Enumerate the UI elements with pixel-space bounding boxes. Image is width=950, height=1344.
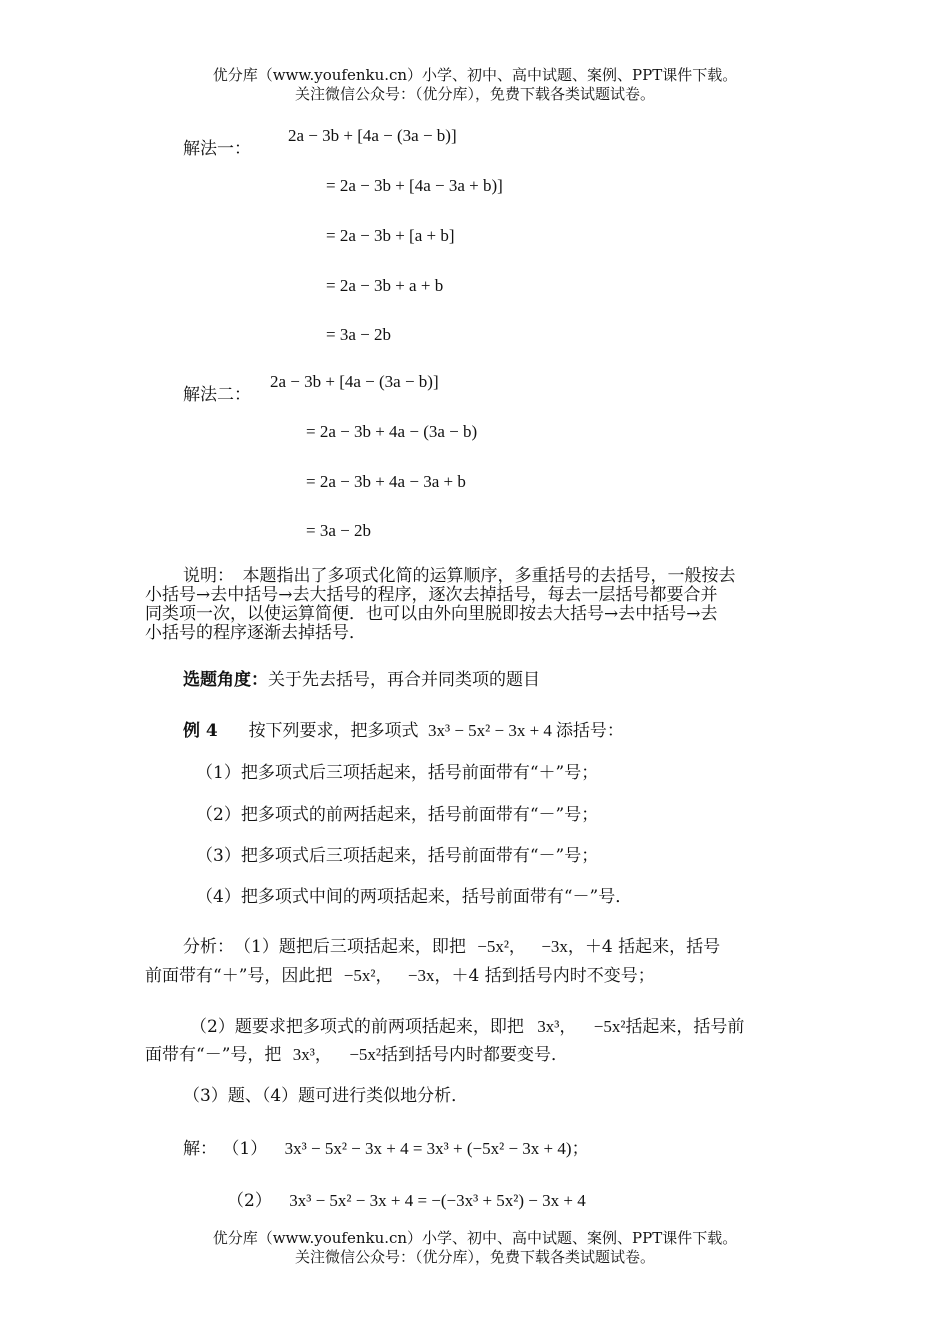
method1-step-4: = 2a − 3b + a + b [326,276,444,295]
analysis-p2-term-1: 3x³ [537,1017,560,1036]
example-tail: 添括号： [555,721,624,741]
footer-line-2: 关注微信公众号：（优分库），免费下载各类试题试卷。 [294,1248,655,1266]
method1-step-5: = 3a − 2b [326,325,391,344]
method1-step-1: 2a − 3b + [4a − (3a − b)] [288,126,457,145]
example-polynomial: 3x³ − 5x² − 3x + 4 [427,721,552,740]
solution-label: 解： [183,1139,217,1159]
example-item-4: （4）把多项式中间的两项括起来，括号前面带有“－”号． [196,887,633,907]
note-line-3: 同类项一次，以使运算简便．也可以由外向里脱即按去大括号→去中括号→去 [145,604,718,624]
solution-line-2 [227,1186,586,1211]
solution-item-1-expression: 3x³ − 5x² − 3x + 4 = 3x³ + (−5x² − 3x + 4) [284,1139,572,1158]
analysis-p1-text-d: ，＋4 括到括号内时不变号； [434,966,655,986]
method1-step-3: = 2a − 3b + [a + b] [326,226,455,245]
analysis-p2-term-4: −5x² [349,1045,381,1064]
solution-line-1 [183,1134,589,1159]
solution-item-1-number: （1） [222,1139,268,1159]
method2-step-1: 2a − 3b + [4a − (3a − b)] [270,372,439,391]
analysis-p1-term-3: −5x² [343,966,376,985]
example-item-1: （1）把多项式后三项括起来，括号前面带有“＋”号； [196,763,599,783]
analysis-p2-line-1 [190,1012,744,1037]
example-intro: 按下列要求，把多项式 [248,721,419,741]
header-line-1: 优分库（www.youfenku.cn）小学、初中、高中试题、案例、PPT课件下载。 [212,66,738,84]
analysis-p2-text-b: 括起来，括号前 [625,1017,745,1037]
analysis-p1-term-4: −3x [407,966,435,985]
note-line-4: 小括号的程序逐渐去掉括号． [145,623,366,643]
analysis-p1-sep-1: ， [508,937,526,957]
footer-line-1: 优分库（www.youfenku.cn）小学、初中、高中试题、案例、PPT课件下载。 [212,1229,738,1247]
analysis-p1-text-a: 分析： （1）题把后三项括起来，即把 [183,937,466,957]
note-line-2: 小括号→去中括号→去大括号的程序，逐次去掉括号，每去一层括号都要合并 [145,585,718,605]
method1-label: 解法一： [183,139,251,159]
example-item-2: （2）把多项式的前两括起来，括号前面带有“－”号； [196,805,599,825]
analysis-p2-sep-2: ， [314,1045,332,1065]
page-header [0,66,950,104]
example-heading [183,716,624,741]
header-line-2: 关注微信公众号：（优分库），免费下载各类试题试卷。 [294,85,655,103]
method2-label: 解法二： [183,385,251,405]
method2-step-3: = 2a − 3b + 4a − 3a + b [306,472,466,491]
analysis-p1-text-b: ，＋4 括起来，括号 [567,937,721,957]
analysis-p2-term-3: 3x³ [292,1045,315,1064]
method2-step-2: = 2a − 3b + 4a − (3a − b) [306,422,478,441]
example-label: 例 4 [183,721,218,741]
topic-angle-text: 关于先去括号，再合并同类项的题目 [268,670,540,690]
analysis-p3: （3）题、（4）题可进行类似地分析． [183,1086,469,1106]
analysis-p2-text-d: 括到括号内时都要变号． [381,1045,568,1065]
analysis-p1-term-1: −5x² [477,937,509,956]
analysis-p1-line-2 [145,961,655,986]
topic-angle [183,665,540,690]
analysis-p1-term-2: −3x [541,937,568,956]
analysis-p1-text-c: 前面带有“＋”号，因此把 [145,966,333,986]
analysis-p1-sep-2: ， [375,966,393,986]
note-line-1: 说明： 本题指出了多项式化简的运算顺序，多重括号的去括号，一般按去 [183,566,736,586]
analysis-p2-term-2: −5x² [593,1017,626,1036]
method2-step-4: = 3a − 2b [306,521,371,540]
analysis-p2-text-a: （2）题要求把多项式的前两项括起来，即把 [190,1017,524,1037]
analysis-p2-sep-1: ， [559,1017,577,1037]
solution-item-1-end: ； [571,1139,589,1159]
note-paragraph [145,567,805,643]
analysis-p2-line-2 [145,1040,568,1065]
page-footer [0,1229,950,1267]
topic-angle-label: 选题角度： [183,670,268,690]
analysis-p1-line-1 [183,932,720,957]
solution-item-2-expression: 3x³ − 5x² − 3x + 4 = −(−3x³ + 5x²) − 3x + 4 [289,1191,586,1210]
example-item-3: （3）把多项式后三项括起来，括号前面带有“－”号； [196,846,599,866]
solution-item-2-number: （2） [227,1191,272,1211]
method1-step-2: = 2a − 3b + [4a − 3a + b)] [326,176,503,195]
analysis-p2-text-c: 面带有“－”号，把 [145,1045,282,1065]
